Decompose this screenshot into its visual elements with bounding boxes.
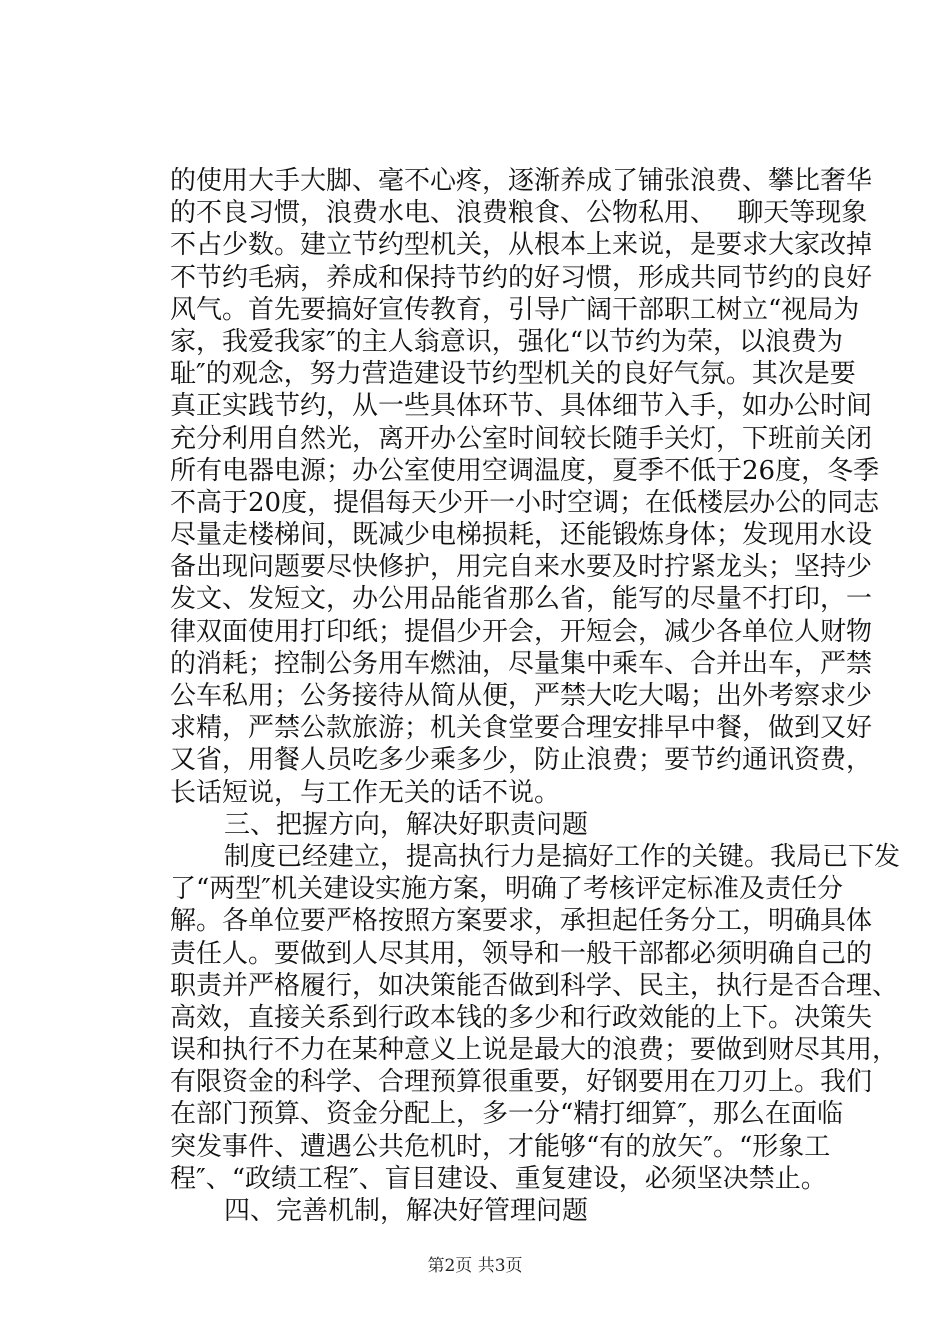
text-line: 所有电器电源；办公室使用空调温度，夏季不低于26度，冬季 <box>170 455 880 486</box>
text-line: 尽量走楼梯间，既减少电梯损耗，还能锻炼身体；发现用水设 <box>170 520 873 551</box>
text-line: 备出现问题要尽快修护，用完自来水要及时拧紧龙头；坚持少 <box>170 552 873 583</box>
text-line: 有限资金的科学、合理预算很重要，好钢要用在刀刃上。我们 <box>170 1067 873 1098</box>
page-footer: 第2页 共3页 <box>427 1256 523 1276</box>
text-line: 解。各单位要严格按照方案要求，承担起任务分工，明确具体 <box>170 906 873 937</box>
text-line: 不高于20度，提倡每天少开一小时空调；在低楼层办公的同志 <box>170 487 880 518</box>
text-line: 律双面使用打印纸；提倡少开会，开短会，减少各单位人财物 <box>170 616 873 647</box>
text-line: 在部门预算、资金分配上，多一分“精打细算″，那么在面临 <box>170 1099 844 1130</box>
text-line: 家，我爱我家″的主人翁意识，强化“以节约为荣，以浪费为 <box>170 326 844 357</box>
text-line: 了“两型″机关建设实施方案，明确了考核评定标准及责任分 <box>170 874 844 905</box>
text-line: 不占少数。建立节约型机关，从根本上来说，是要求大家改掉 <box>170 230 873 261</box>
text-line: 又省，用餐人员吃多少乘多少，防止浪费；要节约通讯资费， <box>170 745 873 776</box>
text-line: 高效，直接关系到行政本钱的多少和行政效能的上下。决策失 <box>170 1002 873 1033</box>
text-line: 求精，严禁公款旅游；机关食堂要合理安排早中餐，做到又好 <box>170 713 873 744</box>
text-line: 耻″的观念，努力营造建设节约型机关的良好气氛。其次是要 <box>170 359 856 390</box>
text-line: 职责并严格履行，如决策能否做到科学、民主，执行是否合理、 <box>170 970 899 1001</box>
text-line: 的使用大手大脚、毫不心疼，逐渐养成了铺张浪费、攀比奢华 <box>170 166 873 196</box>
section-heading: 四、完善机制，解决好管理问题 <box>172 1196 589 1226</box>
text-line: 的消耗；控制公务用车燃油，尽量集中乘车、合并出车，严禁 <box>170 648 873 679</box>
text-line: 误和执行不力在某种意义上说是最大的浪费；要做到财尽其用， <box>170 1035 899 1066</box>
text-line: 真正实践节约，从一些具体环节、具体细节入手，如办公时间 <box>170 391 873 422</box>
document-body <box>170 165 901 1227</box>
text-line: 发文、发短文，办公用品能省那么省，能写的尽量不打印，一 <box>170 584 873 615</box>
text-line: 充分利用自然光，离开办公室时间较长随手关灯，下班前关闭 <box>170 423 873 454</box>
text-line: 制度已经建立，提高执行力是搞好工作的关键。我局已下发 <box>172 841 901 872</box>
text-line: 不节约毛病，养成和保持节约的好习惯，形成共同节约的良好 <box>170 262 873 293</box>
section-heading: 三、把握方向，解决好职责问题 <box>172 809 589 840</box>
text-line: 公车私用；公务接待从简从便，严禁大吃大喝；出外考察求少 <box>170 681 873 711</box>
text-line: 长话短说，与工作无关的话不说。 <box>170 777 561 808</box>
text-line: 突发事件、遭遇公共危机时，才能够“有的放矢″。“形象工 <box>170 1131 831 1162</box>
text-line: 程″、“政绩工程″、盲目建设、重复建设，必须坚决禁止。 <box>170 1163 827 1194</box>
text-line: 风气。首先要搞好宣传教育，引导广阔干部职工树立“视局为 <box>170 294 860 325</box>
text-line: 责任人。要做到人尽其用，领导和一般干部都必须明确自己的 <box>170 938 873 969</box>
text-line: 的不良习惯，浪费水电、浪费粮食、公物私用、 聊天等现象 <box>170 198 868 229</box>
